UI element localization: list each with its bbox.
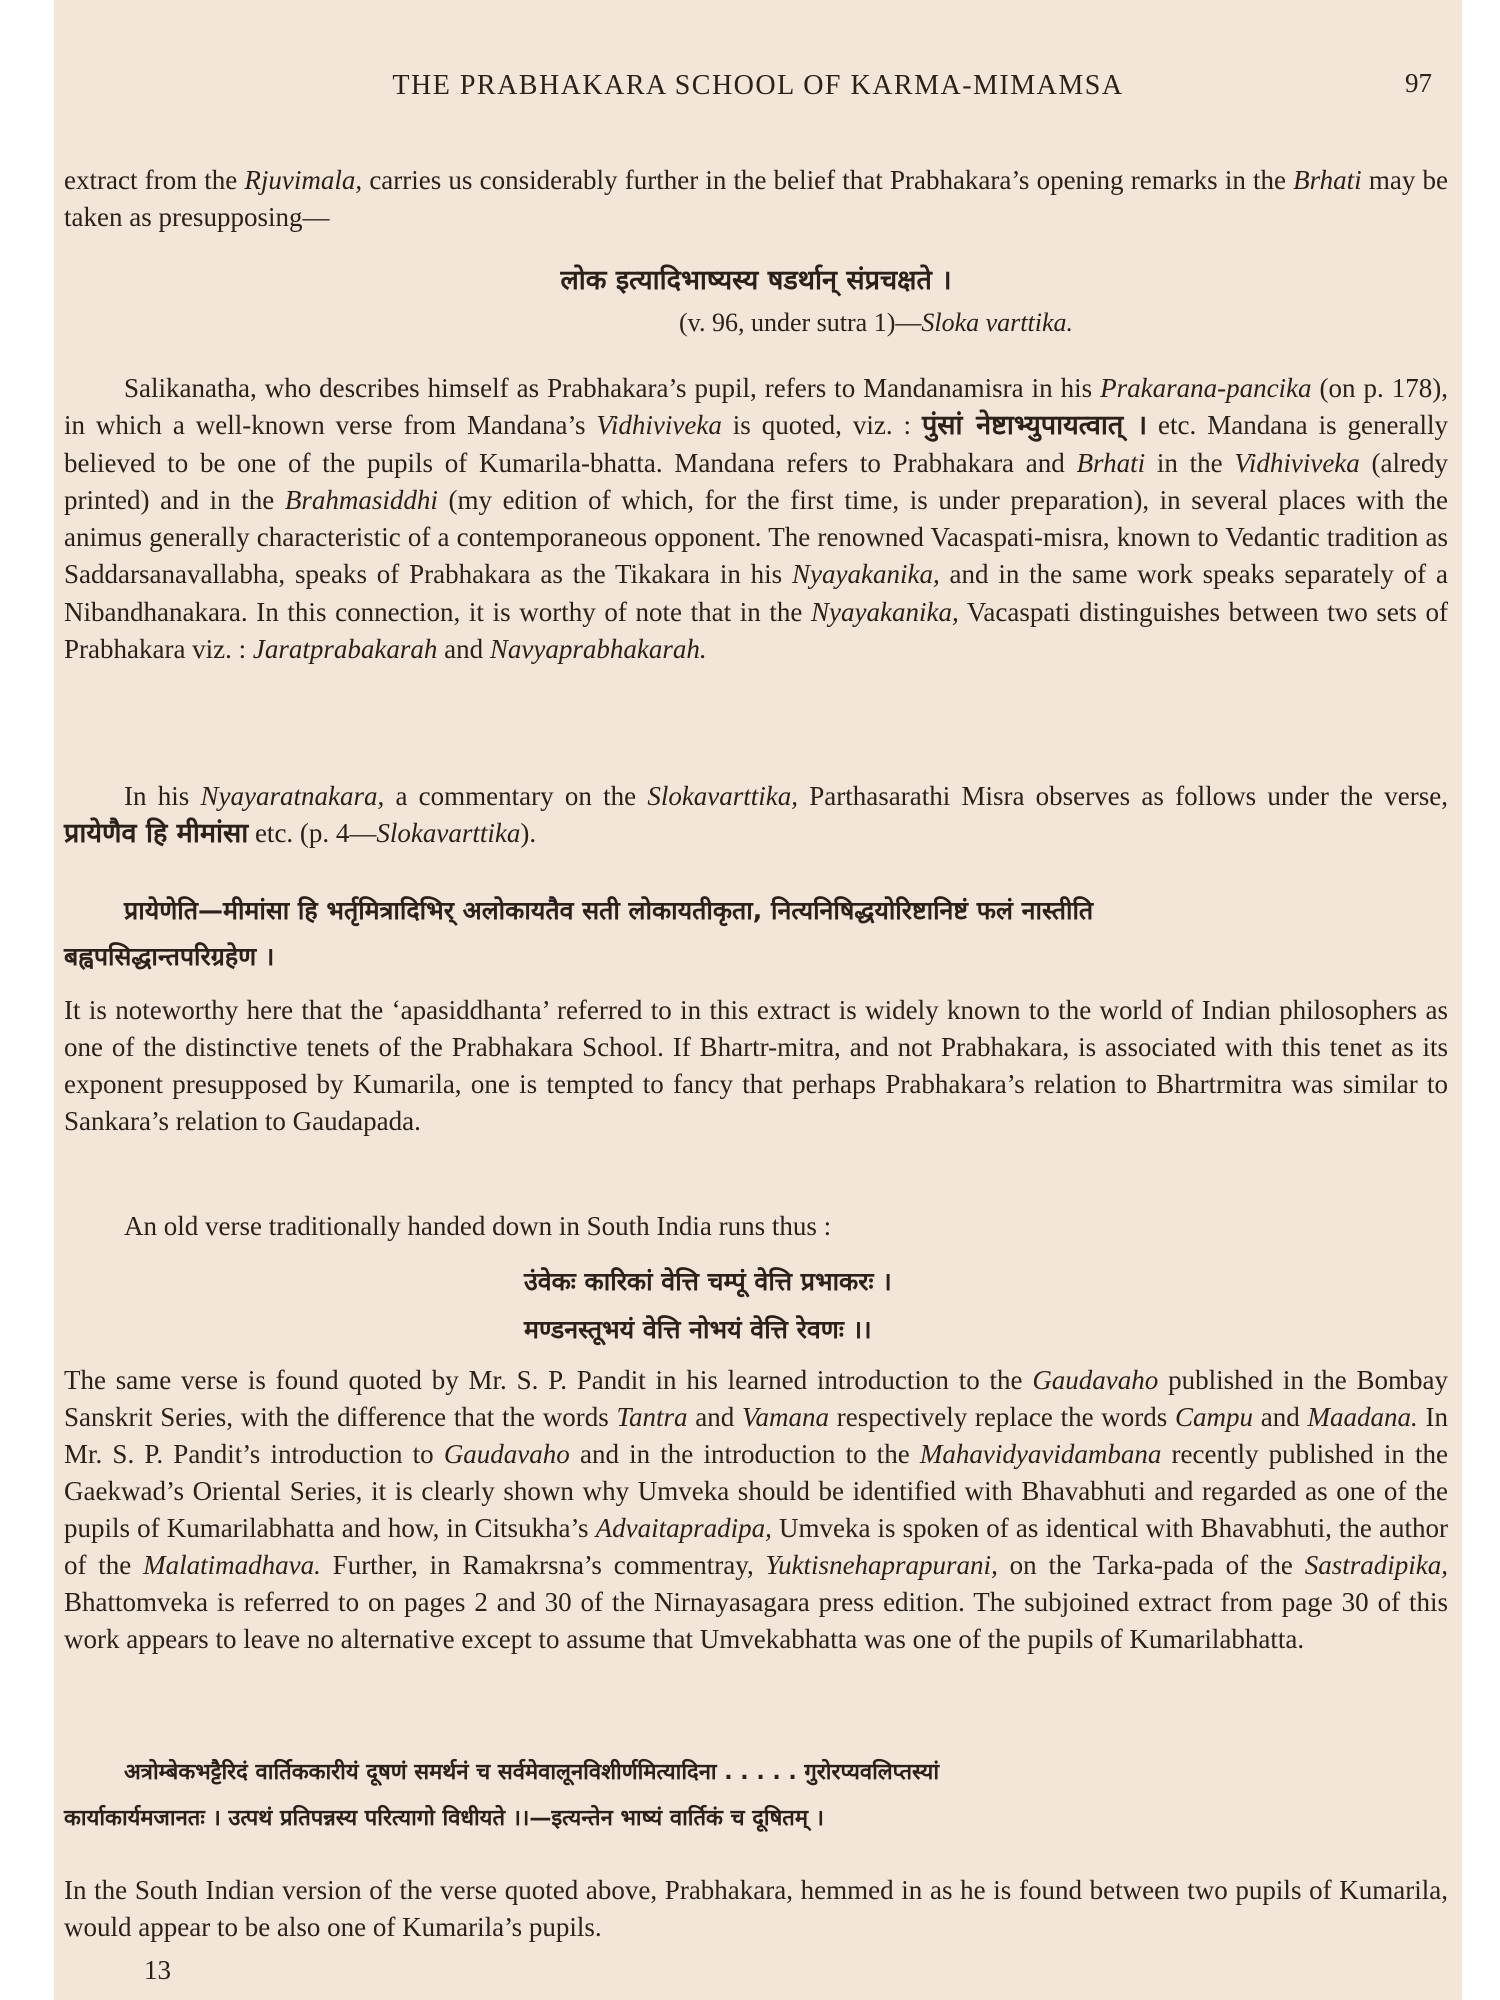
paragraph-2: Salikanatha, who describes himself as Prabhakara’s pupil, refers to Mandanamisra in his Prakarana-pancika (on p. 178), in which a well-known verse from Mandana’s Vidhiviveka is quoted, viz. : पुंसां नेष्टाभ्युपायत्वात् । etc. Mandana is generally believed to be one of the pupils of Kumarila-bhatta. Mandana refers to Prabhakara and Brhati in the Vidhiviveka (alredy printed) and in the Brahmasiddhi (my edition of which, for the first time, is under preparation), in several places with the animus generally characteristic of a contemporaneous opponent. The renowned Vacaspati-misra, known to Vedantic tradition as Saddarsanavallabha, speaks of Prabhakara as the Tikakara in his Nyayakanika, and in the same work speaks separately of a Nibandhanakara. In this connection, it is worthy of note that in the Nyayakanika, Vacaspati distinguishes between two sets of Prabhakara viz. : Jaratprabakarah and Navyaprabhakarah.: [64, 373, 1449, 665]
signature-mark: 13: [144, 1955, 171, 1985]
paragraph-7: In the South Indian version of the verse quoted above, Prabhakara, hemmed in as he is found between two pupils of Kumarila, would appear to be also one of Kumarila’s pupils.: [64, 1875, 1448, 1942]
paragraph-1: extract from the Rjuvimala, carries us considerably further in the belief that Prabhakara’s opening remarks in the Brhati may be taken as presupposing—: [64, 165, 1448, 232]
paragraph-4: It is noteworthy here that the ‘apasiddhanta’ referred to in this extract is widely known to the world of Indian philosophers as one of the distinctive tenets of the Prabhakara School. If Bhartr-mitra, and not Prabhakara, is associated with this tenet as its exponent presupposed by Kumarila, one is tempted to fancy that perhaps Prabhakara’s relation to Bhartrmitra was similar to Sankara’s relation to Gaudapada.: [64, 995, 1448, 1136]
sanskrit-quote-1: लोक इत्यादिभाष्यस्य षडर्थान् संप्रचक्षते ।: [560, 265, 952, 296]
quote-1-citation: (v. 96, under sutra 1)—Sloka varttika.: [679, 308, 1074, 337]
paragraph-3: In his Nyayaratnakara, a commentary on the Slokavarttika, Parthasarathi Misra observes as follows under the verse, प्रायेणैव हि मीमांसा etc. (p. 4—Slokavarttika).: [64, 781, 1448, 849]
sanskrit-verse: उंवेकः कारिकां वेत्ति चम्पूं वेत्ति प्रभाकरः । मण्डनस्तूभयं वेत्ति नोभयं वेत्ति रेवणः ।।: [524, 1267, 892, 1344]
running-title: THE PRABHAKARA SCHOOL OF KARMA-MIMAMSA: [392, 70, 1124, 101]
book-page: [54, 0, 1462, 2000]
paragraph-6: The same verse is found quoted by Mr. S. P. Pandit in his learned introduction to the Gaudavaho published in the Bombay Sanskrit Series, with the difference that the words Tantra and Vamana respectively replace the words Campu and Maadana. In Mr. S. P. Pandit’s introduction to Gaudavaho and in the introduction to the Mahavidyavidambana recently published in the Gaekwad’s Oriental Series, it is clearly shown why Umveka should be identified with Bhavabhuti and regarded as one of the pupils of Kumarilabhatta and how, in Citsukha’s Advaitapradipa, Umveka is spoken of as identical with Bhavabhuti, the author of the Malatimadhava. Further, in Ramakrsna’s commentray, Yuktisnehaprapurani, on the Tarka-pada of the Sastradipika, Bhattomveka is referred to on pages 2 and 30 of the Nirnayasagara press edition. The subjoined extract from page 30 of this work appears to leave no alternative except to assume that Umvekabhatta was one of the pupils of Kumarilabhatta.: [64, 1365, 1449, 1654]
sanskrit-quote-2: प्रायेणेति—मीमांसा हि भर्तृमित्रादिभिर् अलोकायतैव सती लोकायतीकृता, नित्यनिषिद्धयोरिष्टानिष्टं फलं नास्तीति बह्वपसिद्धान्तपरिग्रहेण ।: [64, 896, 1094, 971]
page-number: 97: [1405, 68, 1432, 98]
sanskrit-quote-3: अत्रोम्बेकभट्टैरिदं वार्तिककारीयं दूषणं समर्थनं च सर्वमेवालूनविशीर्णमित्यादिना . . . . . गुरोरप्यवलिप्तस्यां कार्याकार्यमजानतः । उत्पथं प्रतिपन्नस्य परित्यागो विधीयते ।।—इत्यन्तेन भाष्यं वार्तिकं च दूषितम् ।: [64, 1760, 940, 1831]
paragraph-5: An old verse traditionally handed down in South India runs thus :: [124, 1211, 832, 1241]
